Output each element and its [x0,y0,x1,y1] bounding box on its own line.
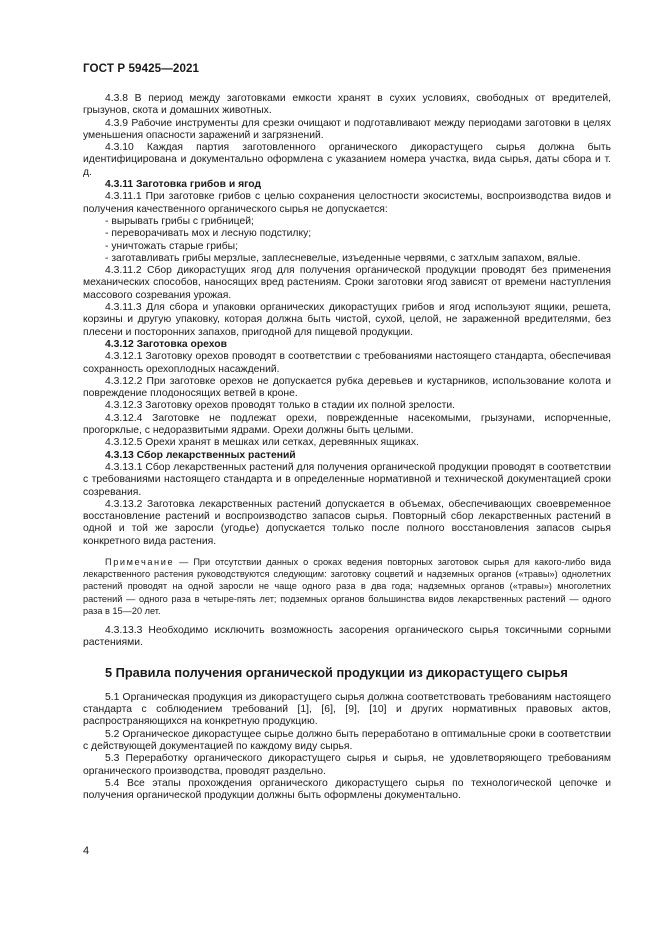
paragraph-5-4: 5.4 Все этапы прохождения органического дикорастущего сырья по технологической цепочке и получения органической продукции должны быть оформлены документально. [83,777,611,802]
paragraph-4-3-12-2: 4.3.12.2 При заготовке орехов не допускается рубка деревьев и кустарников, использование колота и повреждение плодоносящих ветвей в кроне. [83,375,611,400]
list-item: - вырывать грибы с грибницей; [105,215,254,227]
note [83,556,611,617]
paragraph-5-1: 5.1 Органическая продукция из дикорастущего сырья должна соответствовать требованиям настоящего стандарта с соблюдением требований [1], [6], [9], [10] и других нормативных правовых актов, распространяющихся на конкретную продукцию. [83,691,611,728]
paragraph-4-3-11-1: 4.3.11.1 При заготовке грибов с целью сохранения целостности экосистемы, воспроизводства видов и получения качественного органического сырья не допускается: [83,191,611,215]
paragraph-4-3-13-3: 4.3.13.3 Необходимо исключить возможность засорения органического сырья токсичными сорными растениями. [83,625,611,649]
paragraph-4-3-12-4: 4.3.12.4 Заготовке не подлежат орехи, поврежденные насекомыми, грызунами, испорченные, прогорклые, с недоразвитыми ядрами. Орехи должны быть целыми. [83,412,611,437]
paragraph-4-3-12-3: 4.3.12.3 Заготовку орехов проводят только в стадии их полной зрелости. [105,400,456,412]
list-item: - заготавливать грибы мерзлые, заплесневелые, изъеденные червями, с затхлым запахом, вялые. [105,252,581,264]
paragraph-5-3: 5.3 Переработку органического дикорастущего сырья и сырья, не удовлетворяющего требованиям органического производства, проводят раздельно. [83,753,611,777]
paragraph-4-3-9: 4.3.9 Рабочие инструменты для срезки очищают и подготавливают между периодами заготовки в целях уменьшения опасности заражений и загрязнений. [83,117,611,141]
paragraph-4-3-13-1: 4.3.13.1 Сбор лекарственных растений для получения органической продукции проводят в соответствии с требованиями настоящего стандарта и в определенные нормативной и технической документацией сроки созревания. [83,461,611,498]
paragraph-4-3-11-3: 4.3.11.3 Для сбора и упаковки органических дикорастущих грибов и ягод используют ящики, решета, корзины и другую упаковку, которая должна быть чистой, сухой, целой, не зараженной вредителями, без плесени и посторонних запахов, пригодной для пищевой продукции. [83,302,611,338]
document-header: ГОСТ Р 59425—2021 [83,62,200,75]
heading-4-3-13: 4.3.13 Сбор лекарственных растений [105,449,296,461]
heading-4-3-11: 4.3.11 Заготовка грибов и ягод [105,179,262,191]
section-5-title: 5 Правила получения органической продукции из дикорастущего сырья [105,664,568,680]
page-number: 4 [83,845,90,857]
note-label: Примечание [105,556,175,567]
document-body [83,93,611,803]
note-text: — При отсутствии данных о сроках ведения повторных заготовок сырья для какого-либо вида лекарственного растения руководствуются следующим: заготовку соцветий и надземных органов («травы») однолетних растений проводят на одной заросли не чаще одного раза в два года; надземных органов («травы») многолетних растений — одного раза в четыре-пять лет; подземных органов большинства видов лекарственных растений — одного раза в 15—20 лет. [83,556,611,616]
paragraph-4-3-8: 4.3.8 В период между заготовками емкости хранят в сухих условиях, свободных от вредителей, грызунов, скота и домашних животных. [83,93,611,117]
paragraph-5-2: 5.2 Органическое дикорастущее сырье должно быть переработано в оптимальные сроки в соответствии с действующей документацией по каждому виду сырья. [83,728,611,753]
paragraph-4-3-11-2: 4.3.11.2 Сбор дикорастущих ягод для получения органической продукции проводят без применения механических способов, наносящих вред растениям. Сроки заготовки ягод зависят от времени наступления массового созревания урожая. [83,265,611,301]
list-item: - уничтожать старые грибы; [105,240,238,252]
paragraph-4-3-13-2: 4.3.13.2 Заготовка лекарственных растений допускается в объемах, обеспечивающих своевременное восстановление растений и воспроизводство запасов сырья. Повторный сбор лекарственных растений в одной и той же заросли (угодье) допускается только после полного восстановления запасов сырья конкретного вида растения. [83,498,611,547]
paragraph-4-3-10: 4.3.10 Каждая партия заготовленного органического дикорастущего сырья должна быть идентифицирована и документально оформлена с указанием номера участка, вида сырья, даты сбора и т. д. [83,142,611,178]
paragraph-4-3-12-1: 4.3.12.1 Заготовку орехов проводят в соответствии с требованиями настоящего стандарта, обеспечивая сохранность орехоплодных насаждений. [83,351,611,375]
paragraph-4-3-12-5: 4.3.12.5 Орехи хранят в мешках или сетках, деревянных ящиках. [105,437,419,449]
list-item: - переворачивать мох и лесную подстилку; [105,228,312,240]
heading-4-3-12: 4.3.12 Заготовка орехов [105,338,227,350]
